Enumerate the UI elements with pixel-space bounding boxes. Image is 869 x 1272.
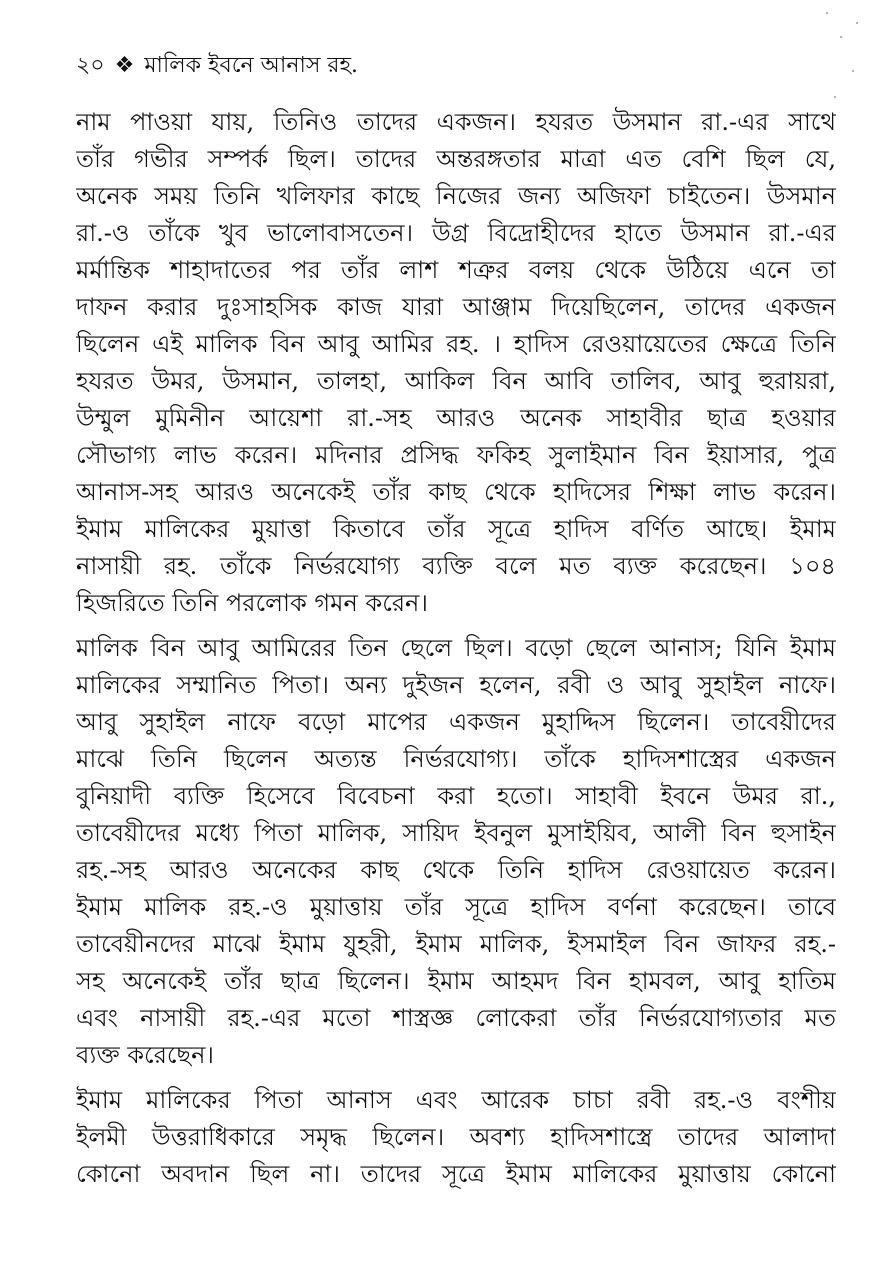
text-line: এবং নাসায়ী রহ.-এর মতো শাস্ত্রজ্ঞ লোকেরা তাঁর নির্ভরযোগ্যতার মত: [76, 1004, 836, 1032]
text-line: আনাস-সহ আরও অনেকেই তাঁর কাছ থেকে হাদিসের শিক্ষা লাভ করেন।: [76, 478, 836, 506]
body-text: [76, 104, 836, 1201]
running-header: [76, 50, 776, 82]
text-line: তাবেয়ীনদের মাঝে ইমাম যুহরী, ইমাম মালিক, ইসমাইল বিন জাফর রহ.-: [76, 930, 836, 958]
text-line: ইলমী উত্তরাধিকারে সমৃদ্ধ ছিলেন। অবশ্য হাদিসশাস্ত্রে তাদের আলাদা: [76, 1123, 836, 1151]
paragraph-3: [76, 1082, 836, 1193]
text-line: অনেক সময় তিনি খলিফার কাছে নিজের জন্য অজিফা চাইতেন। উসমান: [76, 182, 836, 210]
text-line: ছিলেন এই মালিক বিন আবু আমির রহ. । হাদিস রেওয়ায়েতের ক্ষেত্রে তিনি: [76, 330, 836, 358]
text-line: উম্মুল মুমিনীন আয়েশা রা.-সহ আরও অনেক সাহাবীর ছাত্র হওয়ার: [76, 404, 836, 432]
text-line: তাঁর গভীর সম্পর্ক ছিল। তাদের অন্তরঙ্গতার মাত্রা এত বেশি ছিল যে,: [76, 145, 836, 173]
text-line: আবু সুহাইল নাফে বড়ো মাপের একজন মুহাদ্দিস ছিলেন। তাবেয়ীদের: [76, 708, 836, 736]
paragraph-1: [76, 104, 836, 622]
ornament-icon: ❖: [114, 53, 135, 78]
scan-speck: [856, 22, 858, 24]
text-line: সহ অনেকেই তাঁর ছাত্র ছিলেন। ইমাম আহমদ বিন হামবল, আবু হাতিম: [76, 967, 836, 995]
scan-speck: [852, 70, 854, 72]
text-line: সৌভাগ্য লাভ করেন। মদিনার প্রসিদ্ধ ফকিহ সুলাইমান বিন ইয়াসার, পুত্র: [76, 441, 836, 469]
text-line: বুনিয়াদী ব্যক্তি হিসেবে বিবেচনা করা হতো। সাহাবী ইবনে উমর রা.,: [76, 782, 836, 810]
text-line: মালিক বিন আবু আমিরের তিন ছেলে ছিল। বড়ো ছেলে আনাস; যিনি ইমাম: [76, 634, 836, 662]
scan-speck: [826, 12, 828, 14]
text-line: হিজরিতে তিনি পরলোক গমন করেন।: [76, 589, 428, 617]
text-line: রা.-ও তাঁকে খুব ভালোবাসতেন। উগ্র বিদ্রোহীদের হাতে উসমান রা.-এর: [76, 219, 836, 247]
scan-speck: [840, 36, 842, 38]
text-line: নাসায়ী রহ. তাঁকে নির্ভরযোগ্য ব্যক্তি বলে মত ব্যক্ত করেছেন। ১০৪: [76, 552, 836, 580]
text-line: রহ.-সহ আরও অনেকের কাছ থেকে তিনি হাদিস রেওয়ায়েত করেন।: [76, 856, 836, 884]
book-title: মালিক ইবনে আনাস রহ.: [144, 53, 359, 78]
paragraph-2: [76, 630, 836, 1074]
page-number: ২০: [76, 53, 105, 78]
text-line: নাম পাওয়া যায়, তিনিও তাদের একজন। হযরত উসমান রা.-এর সাথে: [76, 108, 836, 136]
text-line: মাঝে তিনি ছিলেন অত্যন্ত নির্ভরযোগ্য। তাঁকে হাদিসশাস্ত্রের একজন: [76, 745, 836, 773]
text-line: দাফন করার দুঃসাহসিক কাজ যারা আঞ্জাম দিয়েছিলেন, তাদের একজন: [76, 293, 836, 321]
text-line: তাবেয়ীদের মধ্যে পিতা মালিক, সায়িদ ইবনুল মুসাইয়িব, আলী বিন হুসাইন: [76, 819, 836, 847]
scan-speck: [834, 96, 836, 98]
text-line: হযরত উমর, উসমান, তালহা, আকিল বিন আবি তালিব, আবু হুরায়রা,: [76, 367, 836, 395]
text-line: ইমাম মালিক রহ.-ও মুয়াত্তায় তাঁর সূত্রে হাদিস বর্ণনা করেছেন। তাবে: [76, 893, 836, 921]
text-line: ব্যক্ত করেছেন।: [76, 1041, 214, 1069]
text-line: কোনো অবদান ছিল না। তাদের সূত্রে ইমাম মালিকের মুয়াত্তায় কোনো: [76, 1160, 836, 1188]
text-line: মর্মান্তিক শাহাদাতের পর তাঁর লাশ শত্রুর বলয় থেকে উঠিয়ে এনে তা: [76, 256, 836, 284]
text-line: মালিকের সম্মানিত পিতা। অন্য দুইজন হলেন, রবী ও আবু সুহাইল নাফে।: [76, 671, 836, 699]
text-line: ইমাম মালিকের মুয়াত্তা কিতাবে তাঁর সূত্রে হাদিস বর্ণিত আছে। ইমাম: [76, 515, 836, 543]
text-line: ইমাম মালিকের পিতা আনাস এবং আরেক চাচা রবী রহ.-ও বংশীয়: [76, 1086, 836, 1114]
